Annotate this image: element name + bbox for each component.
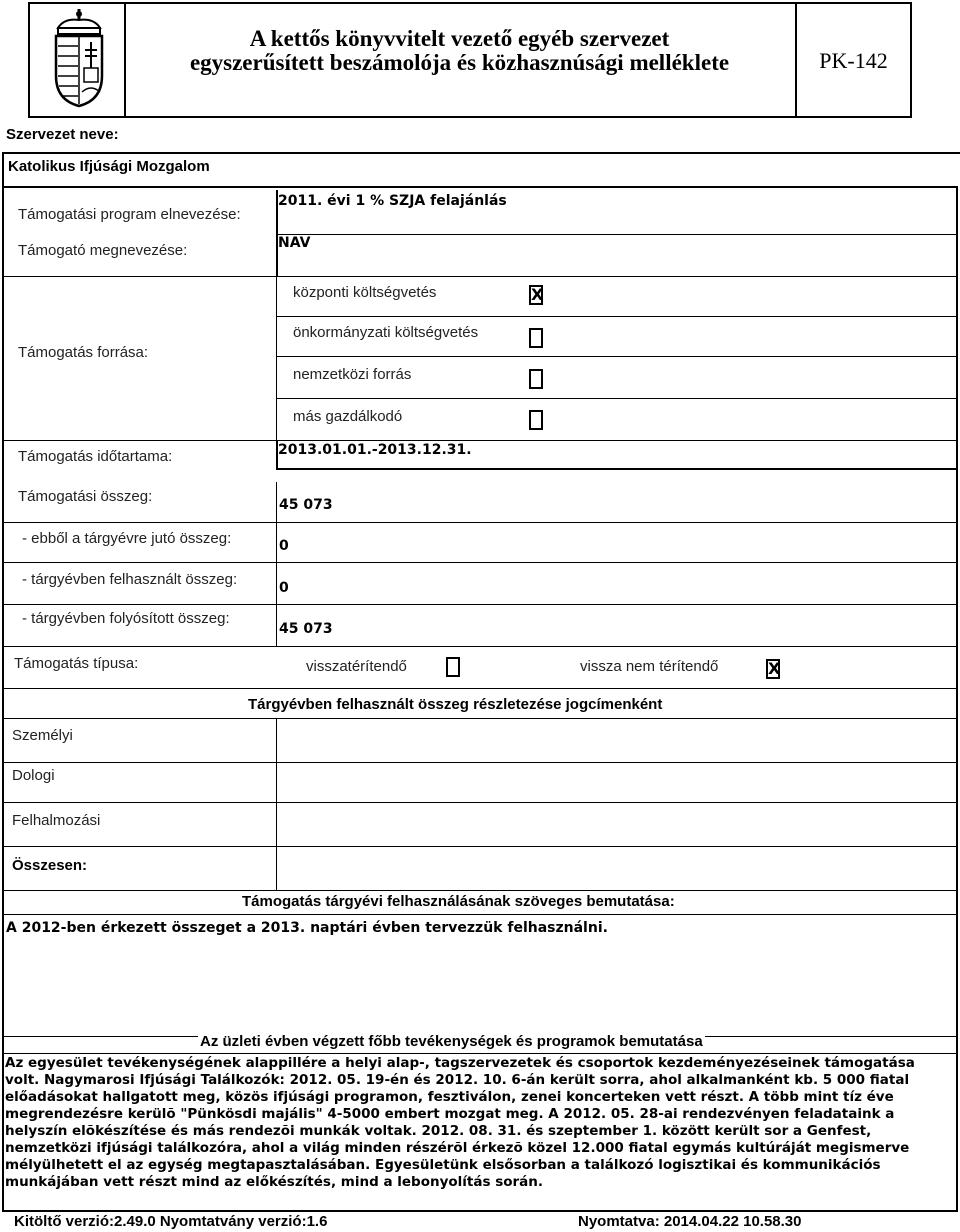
activities-line-5: helyszín elõkészítése és más rendezõi munkák voltak. 2012. 08. 31. és szeptember 1. között került sor a Genfest, — [5, 1123, 872, 1139]
program-name-label: Támogatási program elnevezése: — [18, 206, 241, 223]
source-option-central-checkbox[interactable]: X — [531, 285, 544, 304]
type-label: Támogatás típusa: — [14, 655, 139, 672]
breakdown-title: Tárgyévben felhasznált összeg részletezése jogcímenként — [248, 696, 663, 713]
source-option-international-checkbox[interactable] — [529, 369, 543, 389]
source-option-municipal-label: önkormányzati költségvetés — [293, 324, 479, 341]
amount-used-value: 0 — [279, 580, 289, 596]
activities-line-8: munkájában vett részt mind az előkészítés, mind a lebonyolítás során. — [5, 1174, 544, 1190]
source-option-other-checkbox[interactable] — [529, 410, 543, 430]
source-label: Támogatás forrása: — [18, 344, 149, 361]
activities-text — [5, 1055, 915, 1191]
form-title-line2: egyszerűsített beszámolója és közhasznúsági melléklete — [189, 50, 730, 75]
org-name-value: Katolikus Ifjúsági Mozgalom — [8, 158, 210, 175]
type-nonrefundable-checkbox[interactable]: X — [768, 659, 781, 678]
activities-line-3: előadásokat hallgatott meg, közös ifjúsági programon, fesztiválon, zenei koncerteken vett részt. A több mint tíz éve — [5, 1089, 894, 1105]
footer-version: Kitöltő verzió:2.49.0 Nyomtatvány verzió:1.6 — [14, 1213, 328, 1230]
amount-year-value: 0 — [279, 538, 289, 554]
activities-title: Az üzleti évben végzett főbb tevékenységek és programok bemutatása — [200, 1033, 703, 1050]
amount-used-label: - tárgyévben felhasznált összeg: — [22, 571, 238, 588]
usage-text: A 2012-ben érkezett összeget a 2013. naptári évben tervezzük felhasználni. — [6, 920, 608, 936]
amount-paid-value: 45 073 — [279, 621, 333, 637]
period-label: Támogatás időtartama: — [18, 448, 173, 465]
source-option-municipal-checkbox[interactable] — [529, 328, 543, 348]
supporter-value: NAV — [278, 235, 311, 251]
amount-total-value: 45 073 — [279, 497, 333, 513]
activities-line-6: nemzetközi ifjúsági találkozóra, ahol a világ minden részérõl érkezõ közel 12.000 fiatal egymás kultúráját megismerve — [5, 1140, 910, 1156]
usage-title: Támogatás tárgyévi felhasználásának szöveges bemutatása: — [242, 893, 675, 910]
source-option-central-label: központi költségvetés — [293, 284, 437, 301]
form-title-line1: A kettős könyvvitelt vezető egyéb szervezet — [249, 26, 670, 51]
breakdown-row-material: Dologi — [12, 767, 55, 784]
amount-year-label: - ebből a tárgyévre jutó összeg: — [22, 530, 232, 547]
amount-paid-label: - tárgyévben folyósított összeg: — [22, 610, 230, 627]
type-refundable-label: visszatérítendő — [306, 658, 407, 675]
coat-of-arms-logo — [50, 6, 108, 110]
breakdown-row-personal: Személyi — [12, 727, 73, 744]
source-option-international-label: nemzetközi forrás — [293, 366, 412, 383]
period-value: 2013.01.01.-2013.12.31. — [278, 442, 472, 458]
activities-line-4: megrendezésre kerülõ "Pünkösdi majális" 4-5000 embert mozgat meg. A 2012. 05. 28-ai rendezvényen feladataink a — [5, 1106, 895, 1122]
breakdown-row-total: Összesen: — [12, 857, 88, 874]
breakdown-row-investment: Felhalmozási — [12, 812, 101, 829]
activities-line-7: mélyülhetett el az egység megtapasztalásában. Egyesületünk elsősorban a találkozó logisztikai és kommunikációs — [5, 1157, 881, 1173]
amount-total-label: Támogatási összeg: — [18, 488, 153, 505]
org-name-label: Szervezet neve: — [6, 126, 119, 143]
footer-printed: Nyomtatva: 2014.04.22 10.58.30 — [578, 1213, 802, 1230]
program-name-value: 2011. évi 1 % SZJA felajánlás — [278, 193, 507, 209]
activities-line-2: volt. Nagymarosi Ifjúsági Találkozók: 2012. 05. 19-én és 2012. 10. 6-án került sorra, ahol alkalmanként kb. 5 000 fiatal — [5, 1072, 910, 1088]
activities-line-1: Az egyesület tevékenységének alappillére a helyi alap-, tagszervezetek és csoportok kezdeményezéseinek támogatása — [5, 1055, 915, 1071]
form-code: PK-142 — [819, 48, 888, 73]
supporter-label: Támogató megnevezése: — [18, 242, 188, 259]
source-option-other-label: más gazdálkodó — [293, 408, 403, 425]
type-refundable-checkbox[interactable] — [446, 657, 460, 677]
type-nonrefundable-label: vissza nem térítendő — [580, 658, 719, 675]
